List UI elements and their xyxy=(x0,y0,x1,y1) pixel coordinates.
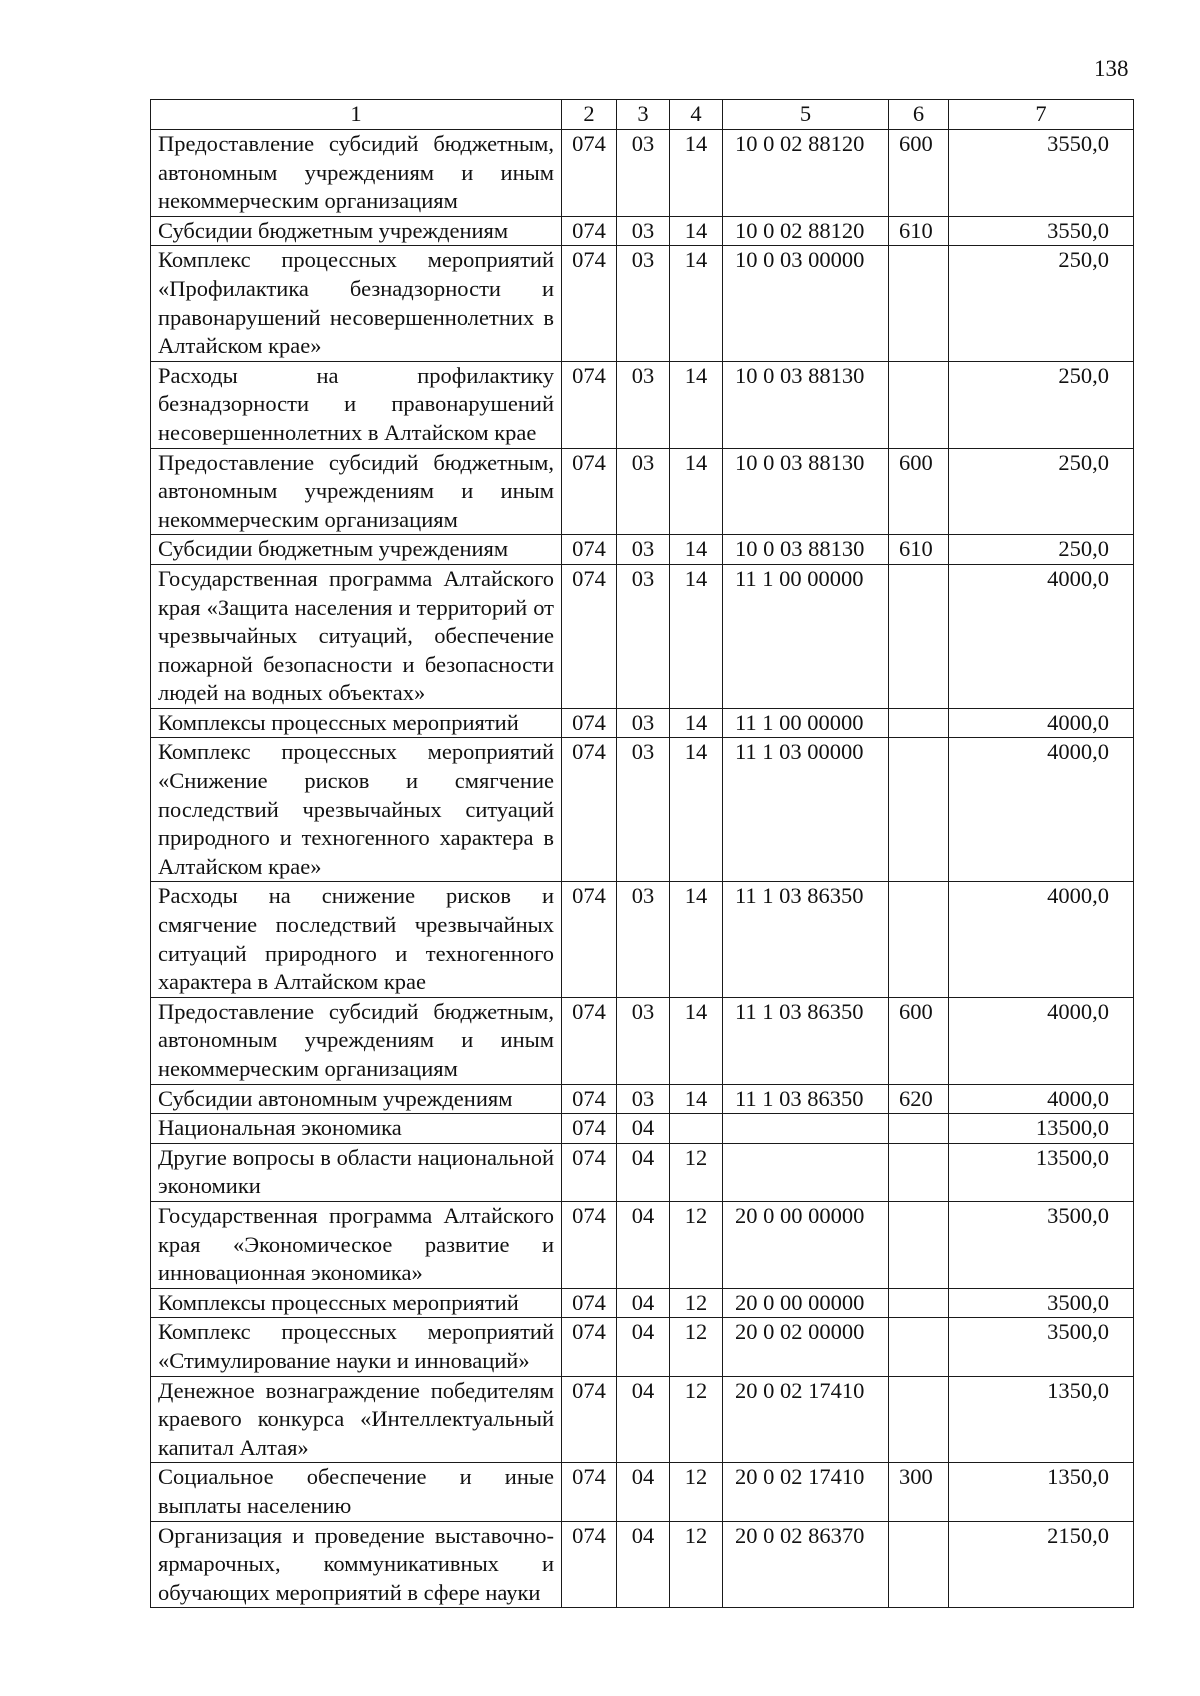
cell-expense-type-code xyxy=(889,1376,949,1463)
cell-expense-type-code: 600 xyxy=(889,448,949,535)
cell-section-code: 04 xyxy=(617,1318,670,1376)
cell-expense-type-code xyxy=(889,882,949,997)
table-body xyxy=(151,130,1134,1608)
table-row xyxy=(151,564,1134,708)
cell-expense-type-code xyxy=(889,1288,949,1318)
cell-target-article-code: 10 0 03 00000 xyxy=(723,246,889,361)
cell-amount: 1350,0 xyxy=(949,1463,1134,1521)
table-row xyxy=(151,1288,1134,1318)
cell-target-article-code: 10 0 02 88120 xyxy=(723,216,889,246)
cell-grbs-code: 074 xyxy=(562,1143,617,1201)
cell-expense-type-code xyxy=(889,1201,949,1288)
header-cell-2: 2 xyxy=(562,100,617,130)
cell-item-name: Государственная программа Алтайского края «Экономическое развитие и инновационная экономика» xyxy=(151,1201,562,1288)
table-row xyxy=(151,997,1134,1084)
cell-item-name: Государственная программа Алтайского края «Защита населения и территорий от чрезвычайных ситуаций, обеспечение пожарной безопасности и безопасности людей на водных объектах» xyxy=(151,564,562,708)
cell-target-article-code: 10 0 03 88130 xyxy=(723,361,889,448)
cell-item-name: Субсидии автономным учреждениям xyxy=(151,1084,562,1114)
cell-grbs-code: 074 xyxy=(562,882,617,997)
cell-expense-type-code: 600 xyxy=(889,997,949,1084)
budget-table xyxy=(150,99,1134,1608)
cell-item-name: Субсидии бюджетным учреждениям xyxy=(151,216,562,246)
table-row xyxy=(151,1521,1134,1608)
cell-item-name: Национальная экономика xyxy=(151,1114,562,1144)
cell-subsection-code: 12 xyxy=(670,1288,723,1318)
cell-expense-type-code: 300 xyxy=(889,1463,949,1521)
cell-section-code: 04 xyxy=(617,1143,670,1201)
cell-grbs-code: 074 xyxy=(562,216,617,246)
cell-grbs-code: 074 xyxy=(562,1463,617,1521)
header-row xyxy=(151,100,1134,130)
cell-section-code: 03 xyxy=(617,1084,670,1114)
table-row xyxy=(151,1201,1134,1288)
cell-section-code: 04 xyxy=(617,1521,670,1608)
cell-amount: 250,0 xyxy=(949,448,1134,535)
page-number: 138 xyxy=(1094,56,1129,81)
cell-grbs-code: 074 xyxy=(562,1318,617,1376)
cell-grbs-code: 074 xyxy=(562,361,617,448)
cell-target-article-code xyxy=(723,1143,889,1201)
cell-subsection-code: 12 xyxy=(670,1143,723,1201)
cell-target-article-code: 20 0 02 17410 xyxy=(723,1376,889,1463)
table-row xyxy=(151,1143,1134,1201)
cell-target-article-code: 11 1 00 00000 xyxy=(723,564,889,708)
cell-expense-type-code: 610 xyxy=(889,535,949,565)
cell-amount: 250,0 xyxy=(949,361,1134,448)
cell-subsection-code: 14 xyxy=(670,738,723,882)
table-row xyxy=(151,1114,1134,1144)
cell-grbs-code: 074 xyxy=(562,535,617,565)
cell-item-name: Предоставление субсидий бюджетным, автономным учреждениям и иным некоммерческим организациям xyxy=(151,448,562,535)
cell-amount: 1350,0 xyxy=(949,1376,1134,1463)
cell-subsection-code: 12 xyxy=(670,1318,723,1376)
cell-section-code: 03 xyxy=(617,130,670,217)
table-row xyxy=(151,882,1134,997)
cell-subsection-code: 12 xyxy=(670,1376,723,1463)
cell-section-code: 03 xyxy=(617,216,670,246)
table-row xyxy=(151,1318,1134,1376)
cell-target-article-code: 10 0 03 88130 xyxy=(723,448,889,535)
cell-subsection-code: 14 xyxy=(670,564,723,708)
cell-amount: 3500,0 xyxy=(949,1318,1134,1376)
cell-item-name: Организация и проведение выставочно-ярмарочных, коммуникативных и обучающих мероприятий в сфере науки xyxy=(151,1521,562,1608)
cell-subsection-code xyxy=(670,1114,723,1144)
cell-expense-type-code xyxy=(889,1521,949,1608)
cell-amount: 4000,0 xyxy=(949,997,1134,1084)
cell-expense-type-code xyxy=(889,246,949,361)
table-row xyxy=(151,216,1134,246)
cell-subsection-code: 14 xyxy=(670,997,723,1084)
cell-item-name: Субсидии бюджетным учреждениям xyxy=(151,535,562,565)
cell-subsection-code: 12 xyxy=(670,1463,723,1521)
cell-expense-type-code xyxy=(889,564,949,708)
cell-amount: 2150,0 xyxy=(949,1521,1134,1608)
cell-amount: 4000,0 xyxy=(949,708,1134,738)
cell-subsection-code: 14 xyxy=(670,1084,723,1114)
cell-subsection-code: 14 xyxy=(670,361,723,448)
cell-amount: 3500,0 xyxy=(949,1288,1134,1318)
cell-target-article-code: 11 1 03 86350 xyxy=(723,1084,889,1114)
cell-amount: 3500,0 xyxy=(949,1201,1134,1288)
cell-target-article-code: 11 1 00 00000 xyxy=(723,708,889,738)
header-cell-4: 4 xyxy=(670,100,723,130)
cell-grbs-code: 074 xyxy=(562,246,617,361)
cell-item-name: Предоставление субсидий бюджетным, автономным учреждениям и иным некоммерческим организациям xyxy=(151,130,562,217)
cell-amount: 13500,0 xyxy=(949,1143,1134,1201)
cell-item-name: Денежное вознаграждение победителям краевого конкурса «Интеллектуальный капитал Алтая» xyxy=(151,1376,562,1463)
cell-target-article-code: 20 0 02 86370 xyxy=(723,1521,889,1608)
cell-item-name: Предоставление субсидий бюджетным, автономным учреждениям и иным некоммерческим организациям xyxy=(151,997,562,1084)
cell-grbs-code: 074 xyxy=(562,1521,617,1608)
table-row xyxy=(151,448,1134,535)
header-cell-6: 6 xyxy=(889,100,949,130)
cell-item-name: Комплексы процессных мероприятий xyxy=(151,1288,562,1318)
cell-grbs-code: 074 xyxy=(562,1084,617,1114)
cell-subsection-code: 12 xyxy=(670,1521,723,1608)
cell-expense-type-code: 600 xyxy=(889,130,949,217)
table-row xyxy=(151,1376,1134,1463)
cell-grbs-code: 074 xyxy=(562,738,617,882)
cell-subsection-code: 14 xyxy=(670,246,723,361)
cell-expense-type-code xyxy=(889,361,949,448)
cell-grbs-code: 074 xyxy=(562,564,617,708)
cell-amount: 3550,0 xyxy=(949,130,1134,217)
cell-expense-type-code xyxy=(889,1143,949,1201)
cell-section-code: 04 xyxy=(617,1201,670,1288)
cell-expense-type-code xyxy=(889,738,949,882)
cell-section-code: 03 xyxy=(617,361,670,448)
cell-item-name: Расходы на снижение рисков и смягчение последствий чрезвычайных ситуаций природного и техногенного характера в Алтайском крае xyxy=(151,882,562,997)
cell-subsection-code: 12 xyxy=(670,1201,723,1288)
cell-target-article-code: 10 0 02 88120 xyxy=(723,130,889,217)
header-cell-5: 5 xyxy=(723,100,889,130)
table-row xyxy=(151,1084,1134,1114)
cell-item-name: Другие вопросы в области национальной экономики xyxy=(151,1143,562,1201)
table-row xyxy=(151,1463,1134,1521)
cell-grbs-code: 074 xyxy=(562,708,617,738)
table-row xyxy=(151,246,1134,361)
cell-target-article-code: 10 0 03 88130 xyxy=(723,535,889,565)
cell-amount: 250,0 xyxy=(949,246,1134,361)
cell-item-name: Расходы на профилактику безнадзорности и правонарушений несовершеннолетних в Алтайском крае xyxy=(151,361,562,448)
header-cell-3: 3 xyxy=(617,100,670,130)
cell-amount: 4000,0 xyxy=(949,738,1134,882)
cell-target-article-code: 20 0 02 17410 xyxy=(723,1463,889,1521)
cell-subsection-code: 14 xyxy=(670,535,723,565)
cell-grbs-code: 074 xyxy=(562,448,617,535)
cell-amount: 4000,0 xyxy=(949,1084,1134,1114)
cell-expense-type-code: 620 xyxy=(889,1084,949,1114)
cell-target-article-code: 11 1 03 86350 xyxy=(723,997,889,1084)
table-row xyxy=(151,708,1134,738)
cell-section-code: 04 xyxy=(617,1376,670,1463)
cell-amount: 13500,0 xyxy=(949,1114,1134,1144)
cell-section-code: 04 xyxy=(617,1114,670,1144)
cell-expense-type-code: 610 xyxy=(889,216,949,246)
cell-grbs-code: 074 xyxy=(562,1114,617,1144)
cell-grbs-code: 074 xyxy=(562,130,617,217)
cell-section-code: 04 xyxy=(617,1288,670,1318)
cell-section-code: 03 xyxy=(617,448,670,535)
cell-section-code: 03 xyxy=(617,997,670,1084)
cell-section-code: 03 xyxy=(617,708,670,738)
cell-item-name: Социальное обеспечение и иные выплаты населению xyxy=(151,1463,562,1521)
cell-amount: 4000,0 xyxy=(949,564,1134,708)
table-row xyxy=(151,535,1134,565)
cell-section-code: 03 xyxy=(617,882,670,997)
cell-target-article-code: 11 1 03 86350 xyxy=(723,882,889,997)
cell-section-code: 03 xyxy=(617,535,670,565)
header-cell-7: 7 xyxy=(949,100,1134,130)
cell-section-code: 04 xyxy=(617,1463,670,1521)
cell-grbs-code: 074 xyxy=(562,1201,617,1288)
cell-item-name: Комплекс процессных мероприятий «Профилактика безнадзорности и правонарушений несовершеннолетних в Алтайском крае» xyxy=(151,246,562,361)
cell-target-article-code: 11 1 03 00000 xyxy=(723,738,889,882)
table-row xyxy=(151,361,1134,448)
cell-subsection-code: 14 xyxy=(670,882,723,997)
cell-grbs-code: 074 xyxy=(562,1288,617,1318)
cell-expense-type-code xyxy=(889,1114,949,1144)
cell-target-article-code: 20 0 00 00000 xyxy=(723,1201,889,1288)
cell-section-code: 03 xyxy=(617,246,670,361)
cell-expense-type-code xyxy=(889,708,949,738)
cell-amount: 250,0 xyxy=(949,535,1134,565)
cell-amount: 4000,0 xyxy=(949,882,1134,997)
cell-grbs-code: 074 xyxy=(562,997,617,1084)
header-cell-1: 1 xyxy=(151,100,562,130)
cell-item-name: Комплекс процессных мероприятий «Снижение рисков и смягчение последствий чрезвычайных ситуаций природного и техногенного характера в Алтайском крае» xyxy=(151,738,562,882)
cell-amount: 3550,0 xyxy=(949,216,1134,246)
cell-item-name: Комплекс процессных мероприятий «Стимулирование науки и инноваций» xyxy=(151,1318,562,1376)
cell-target-article-code xyxy=(723,1114,889,1144)
table-row xyxy=(151,130,1134,217)
cell-subsection-code: 14 xyxy=(670,708,723,738)
cell-target-article-code: 20 0 00 00000 xyxy=(723,1288,889,1318)
cell-target-article-code: 20 0 02 00000 xyxy=(723,1318,889,1376)
table-row xyxy=(151,738,1134,882)
cell-section-code: 03 xyxy=(617,738,670,882)
cell-item-name: Комплексы процессных мероприятий xyxy=(151,708,562,738)
cell-subsection-code: 14 xyxy=(670,448,723,535)
cell-subsection-code: 14 xyxy=(670,130,723,217)
cell-grbs-code: 074 xyxy=(562,1376,617,1463)
cell-expense-type-code xyxy=(889,1318,949,1376)
cell-section-code: 03 xyxy=(617,564,670,708)
cell-subsection-code: 14 xyxy=(670,216,723,246)
